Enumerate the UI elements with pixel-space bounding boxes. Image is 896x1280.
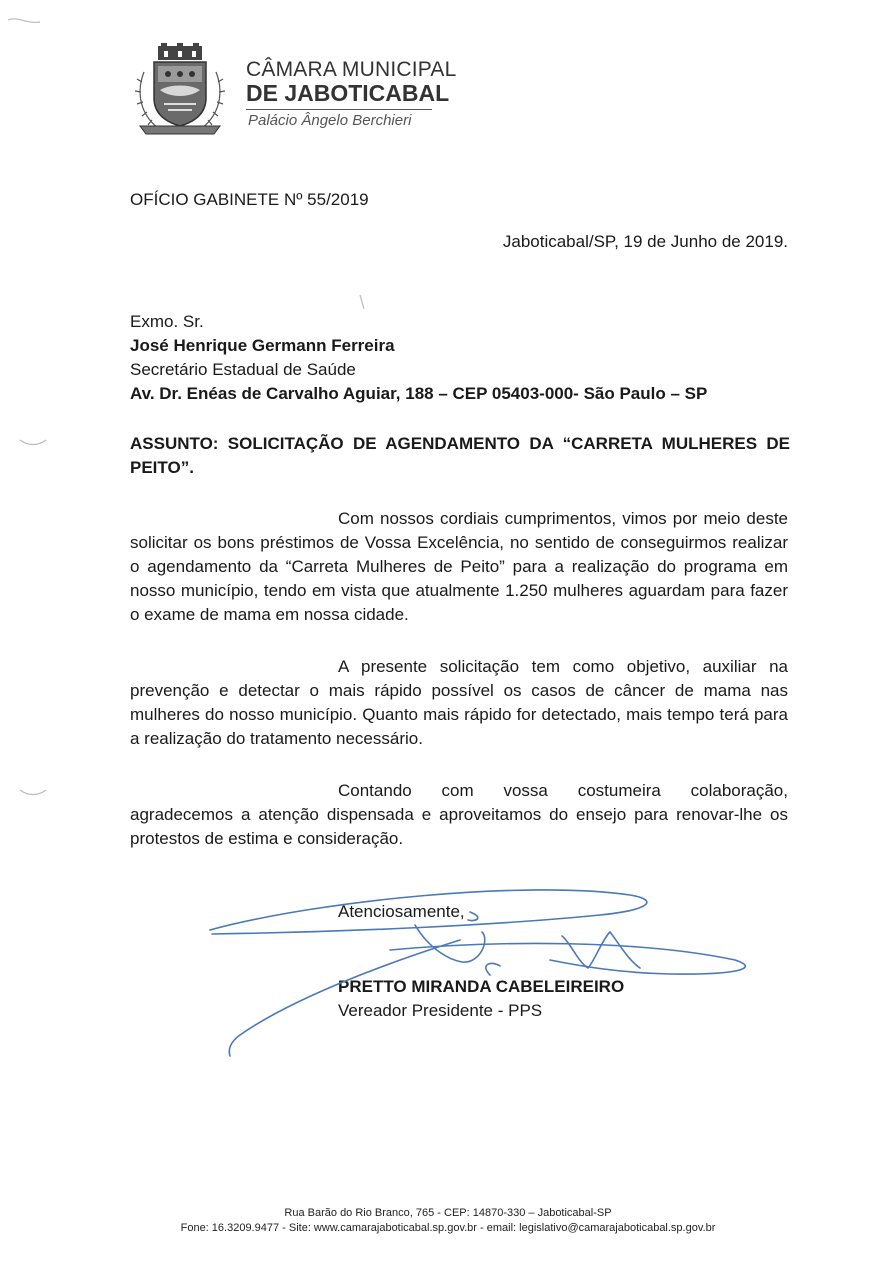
org-name-line2: DE JABOTICABAL <box>246 80 450 106</box>
body-paragraph-1-text: Com nossos cordiais cumprimentos, vimos por meio deste solicitar os bons préstimos de Vossa Excelência, no sentido de conseguirmos realizar o agendamento da “Carreta Mulheres de Peito” para a realização do programa em nosso município, tendo em vista que atualmente 1.250 mulheres aguardam para fazer o exame de mama em nossa cidade. <box>130 509 788 624</box>
recipient-address: Av. Dr. Enéas de Carvalho Aguiar, 188 – CEP 05403-000- São Paulo – SP <box>130 384 708 403</box>
subject-line: ASSUNTO: SOLICITAÇÃO DE AGENDAMENTO DA “CARRETA MULHERES DE PEITO”. <box>130 434 790 477</box>
closing-phrase: Atenciosamente, <box>338 902 465 921</box>
org-building-name: Palácio Ângelo Berchieri <box>248 112 412 129</box>
body-paragraph-3-text: Contando com vossa costumeira colaboração, agradecemos a atenção dispensada e aproveitamos do ensejo para renovar-lhe os protestos de estima e consideração. <box>130 781 788 848</box>
recipient-block <box>130 310 790 406</box>
footer-contacts: Fone: 16.3209.9477 - Site: www.camarajaboticabal.sp.gov.br - email: legislativo@camarajaboticabal.sp.gov.br <box>180 1222 716 1234</box>
footer-address: Rua Barão do Rio Branco, 765 - CEP: 14870-330 – Jaboticabal-SP <box>284 1207 612 1219</box>
signatory-role: Vereador Presidente - PPS <box>338 1001 543 1020</box>
handwritten-signature <box>200 870 760 1060</box>
body-paragraph-3 <box>130 779 788 851</box>
org-name-line1: CÂMARA MUNICIPAL <box>246 58 457 81</box>
recipient-name: José Henrique Germann Ferreira <box>130 336 395 355</box>
document-reference: OFÍCIO GABINETE Nº 55/2019 <box>130 190 369 209</box>
body-paragraph-2 <box>130 655 788 751</box>
body-paragraph-2-text: A presente solicitação tem como objetivo, auxiliar na prevenção e detectar o mais rápido possível os casos de câncer de mama nas mulheres do nosso município. Quanto mais rápido for detectado, mais tempo terá para a realização do tratamento necessário. <box>130 657 788 748</box>
letterhead-divider <box>246 109 432 110</box>
municipal-crest-icon <box>134 42 226 138</box>
recipient-title: Secretário Estadual de Saúde <box>130 360 356 379</box>
recipient-salutation: Exmo. Sr. <box>130 312 204 331</box>
date-line: Jaboticabal/SP, 19 de Junho de 2019. <box>502 232 788 251</box>
signatory-name: PRETTO MIRANDA CABELEIREIRO <box>338 977 625 996</box>
body-paragraph-1 <box>130 507 788 627</box>
